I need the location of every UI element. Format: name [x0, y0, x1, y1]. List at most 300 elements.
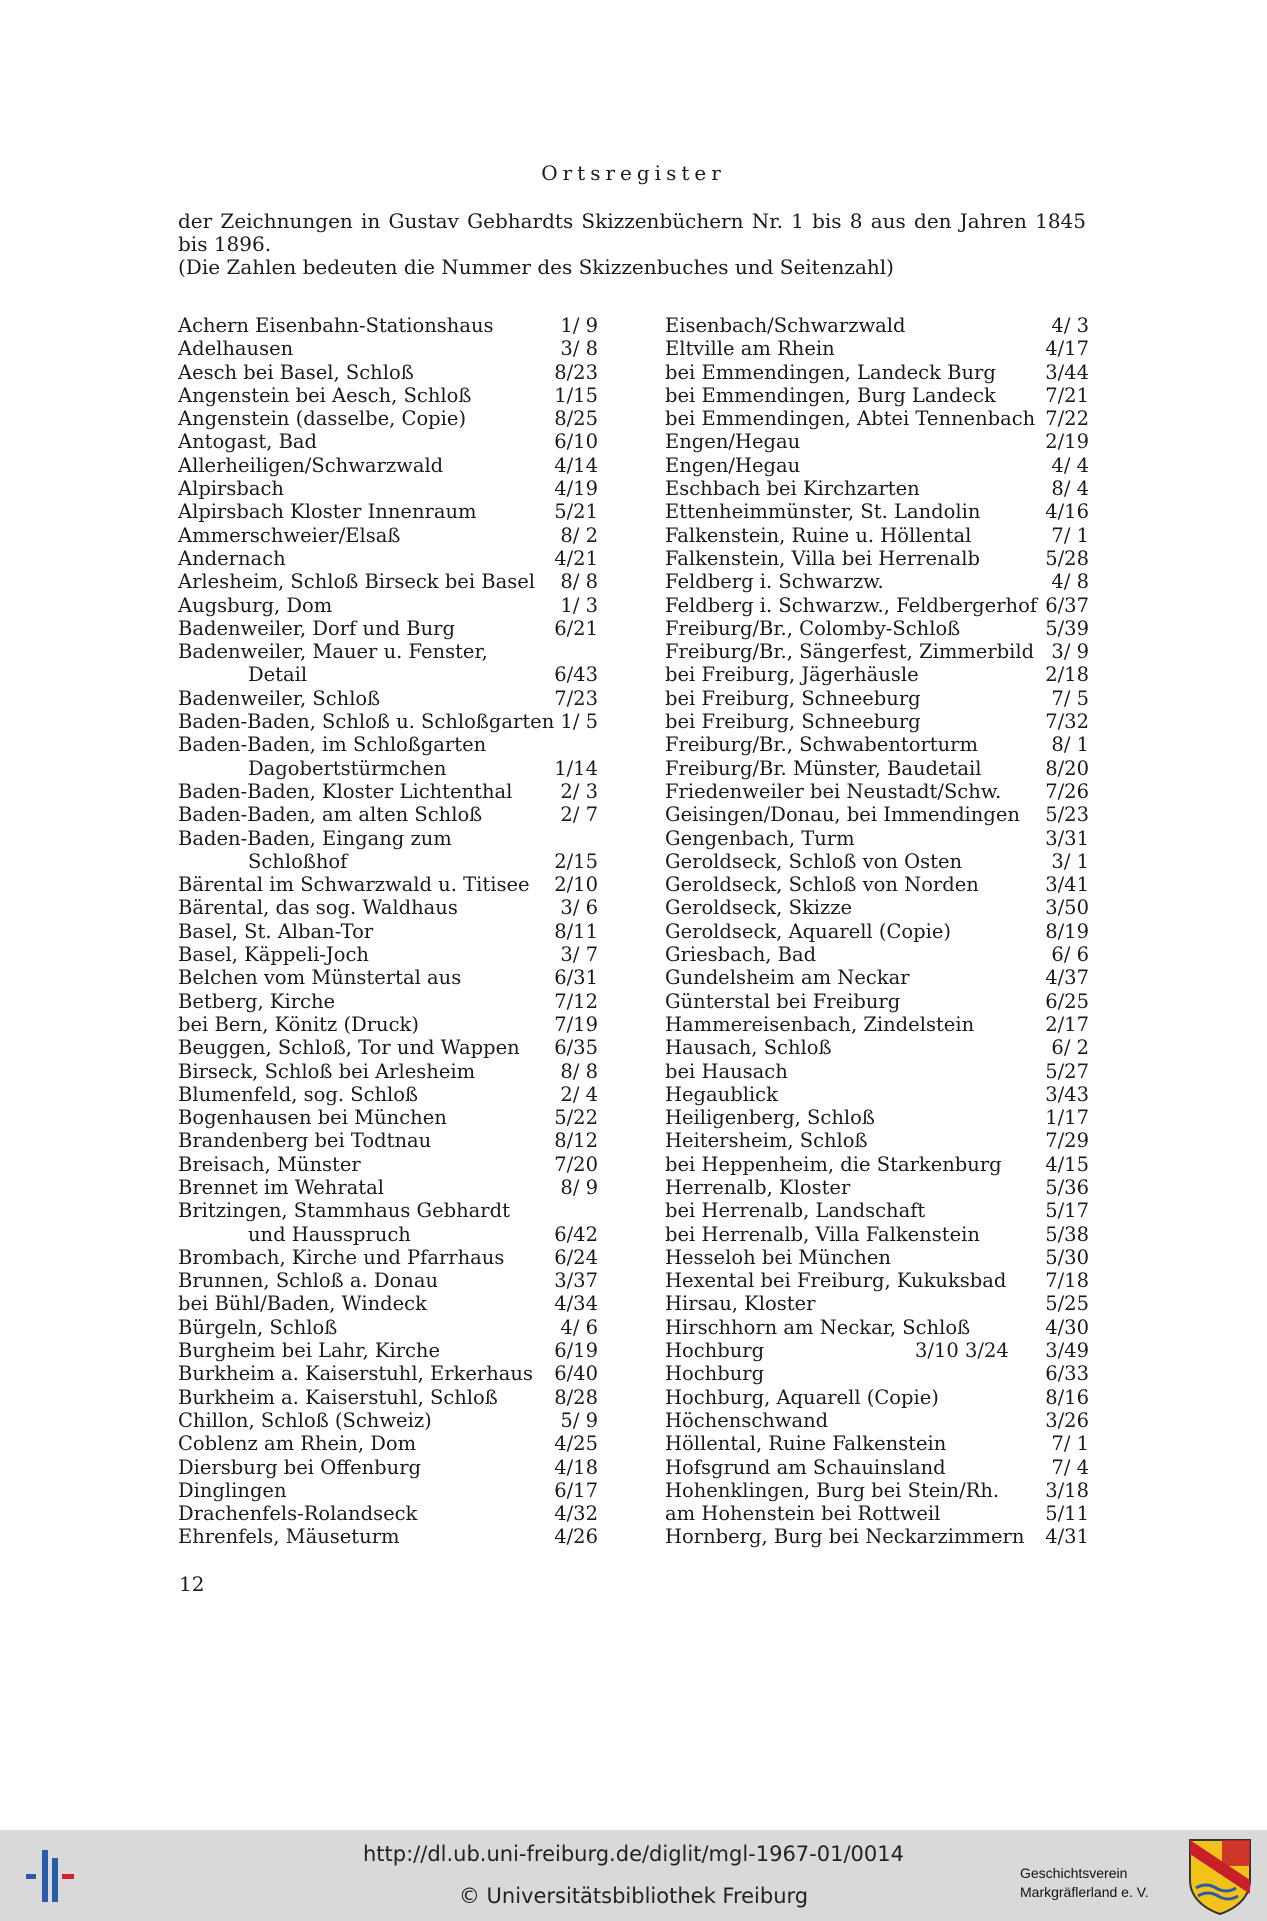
sketchbook-reference: 7/26	[1045, 779, 1089, 803]
place-name: bei Hausach	[665, 1059, 788, 1083]
sketchbook-reference: 5/38	[1045, 1222, 1089, 1246]
register-entry	[665, 1339, 1089, 1362]
place-name: Geroldseck, Schloß von Norden	[665, 873, 979, 897]
place-name: und Hausspruch	[248, 1222, 411, 1246]
register-entry	[178, 1013, 598, 1036]
place-name: Hochburg	[665, 1339, 765, 1363]
place-name: Britzingen, Stammhaus Gebhardt	[178, 1199, 510, 1223]
place-name: Badenweiler, Dorf und Burg	[178, 616, 455, 640]
sketchbook-reference: 4/37	[1045, 966, 1089, 990]
sketchbook-reference: 3/31	[1045, 826, 1089, 850]
sketchbook-reference: 7/32	[1045, 710, 1089, 734]
place-name: Alpirsbach	[178, 477, 284, 501]
place-name: bei Emmendingen, Burg Landeck	[665, 383, 996, 407]
society-line: Geschichtsverein	[1020, 1865, 1128, 1881]
register-entry	[665, 1199, 1089, 1222]
place-name: Burkheim a. Kaiserstuhl, Erkerhaus	[178, 1362, 533, 1386]
register-entry	[665, 920, 1089, 943]
sketchbook-reference: 5/11	[1045, 1502, 1089, 1526]
sketchbook-reference: 5/28	[1045, 546, 1089, 570]
place-name: Achern Eisenbahn-Stationshaus	[178, 314, 494, 337]
register-entry	[178, 850, 598, 873]
sketchbook-reference: 2/ 4	[560, 1082, 598, 1106]
sketchbook-reference: 6/43	[554, 663, 598, 687]
sketchbook-reference: 7/ 5	[1051, 686, 1089, 710]
sketchbook-reference: 3/ 1	[1051, 849, 1089, 873]
place-name: Geroldseck, Schloß von Osten	[665, 849, 963, 873]
place-name: Badenweiler, Schloß	[178, 686, 381, 710]
register-entry	[665, 1269, 1089, 1292]
sketchbook-reference: 6/40	[554, 1362, 598, 1386]
intro-note: (Die Zahlen bedeuten die Nummer des Skizzenbuches und Seitenzahl)	[178, 255, 894, 279]
sketchbook-reference: 8/ 1	[1051, 733, 1089, 757]
sketchbook-reference: 7/22	[1045, 407, 1089, 431]
sketchbook-reference: 3/44	[1045, 360, 1089, 384]
place-name: Eschbach bei Kirchzarten	[665, 477, 920, 501]
register-entry	[178, 1502, 598, 1525]
society-line: Markgräflerland e. V.	[1020, 1884, 1149, 1900]
place-name: Hofsgrund am Schauinsland	[665, 1455, 946, 1479]
place-name: Gengenbach, Turm	[665, 826, 855, 850]
register-entry	[178, 873, 598, 896]
register-entry	[178, 1246, 598, 1269]
place-name: Arlesheim, Schloß Birseck bei Basel	[178, 570, 536, 594]
register-entry	[665, 500, 1089, 523]
register-entry	[178, 547, 598, 570]
register-entry	[665, 524, 1089, 547]
place-name: am Hohenstein bei Rottweil	[665, 1502, 941, 1526]
sketchbook-reference: 3/26	[1045, 1408, 1089, 1432]
place-name: Gundelsheim am Neckar	[665, 966, 910, 990]
register-entry	[178, 1292, 598, 1315]
place-name: bei Bern, Könitz (Druck)	[178, 1012, 419, 1036]
sketchbook-reference: 2/ 3	[560, 779, 598, 803]
sketchbook-reference: 4/ 4	[1051, 453, 1089, 477]
place-name: Brombach, Kirche und Pfarrhaus	[178, 1245, 505, 1269]
sketchbook-reference: 6/25	[1045, 989, 1089, 1013]
sketchbook-reference: 4/34	[554, 1292, 598, 1316]
register-entry	[178, 990, 598, 1013]
sketchbook-reference: 5/27	[1045, 1059, 1089, 1083]
sketchbook-reference: 8/28	[554, 1385, 598, 1409]
place-name: Drachenfels-Rolandseck	[178, 1502, 418, 1526]
place-name: Heiligenberg, Schloß	[665, 1106, 875, 1130]
page-number: 12	[179, 1572, 205, 1596]
place-name: bei Bühl/Baden, Windeck	[178, 1292, 427, 1316]
place-name: Belchen vom Münstertal aus	[178, 966, 462, 990]
register-entry	[665, 337, 1089, 360]
sketchbook-reference: 2/15	[554, 849, 598, 873]
sketchbook-reference: 2/18	[1045, 663, 1089, 687]
place-name: Blumenfeld, sog. Schloß	[178, 1082, 419, 1106]
register-entry	[665, 477, 1089, 500]
register-entry	[665, 663, 1089, 686]
society-name	[1020, 1864, 1149, 1902]
sketchbook-reference: 3/41	[1045, 873, 1089, 897]
sketchbook-reference: 2/17	[1045, 1012, 1089, 1036]
place-name: Engen/Hegau	[665, 430, 801, 454]
place-name: Alpirsbach Kloster Innenraum	[178, 500, 477, 524]
register-entry	[178, 943, 598, 966]
sketchbook-reference: 3/ 6	[560, 896, 598, 920]
sketchbook-reference: 4/18	[554, 1455, 598, 1479]
sketchbook-reference: 8/ 2	[560, 523, 598, 547]
register-entry	[665, 803, 1089, 826]
place-name: Birseck, Schloß bei Arlesheim	[178, 1059, 476, 1083]
register-entry	[665, 1479, 1089, 1502]
place-name: Bärental, das sog. Waldhaus	[178, 896, 458, 920]
sketchbook-reference: 6/42	[554, 1222, 598, 1246]
register-entry	[178, 430, 598, 453]
place-name: Angenstein bei Aesch, Schloß	[178, 383, 472, 407]
place-name: Dinglingen	[178, 1478, 287, 1502]
place-name: Brennet im Wehratal	[178, 1175, 385, 1199]
sketchbook-reference: 4/31	[1045, 1525, 1089, 1549]
register-entry	[665, 407, 1089, 430]
place-name: Ettenheimmünster, St. Landolin	[665, 500, 981, 524]
place-name: Andernach	[178, 546, 286, 570]
sketchbook-reference: 3/ 7	[560, 943, 598, 967]
place-name: bei Freiburg, Jägerhäusle	[665, 663, 919, 687]
place-name: Aesch bei Basel, Schloß	[178, 360, 414, 384]
sketchbook-reference: 1/15	[554, 383, 598, 407]
place-name: Hexental bei Freiburg, Kukuksbad	[665, 1269, 1007, 1293]
sketchbook-reference: 3/50	[1045, 896, 1089, 920]
register-entry	[665, 1456, 1089, 1479]
register-entry	[178, 687, 598, 710]
sketchbook-reference: 7/ 4	[1051, 1455, 1089, 1479]
sketchbook-reference: 5/17	[1045, 1199, 1089, 1223]
sketchbook-reference: 1/17	[1045, 1106, 1089, 1130]
place-name: Baden-Baden, im Schloßgarten	[178, 733, 487, 757]
sketchbook-reference: 4/30	[1045, 1315, 1089, 1339]
copyright-notice: © Universitätsbibliothek Freiburg	[458, 1884, 809, 1908]
place-name: Detail	[248, 663, 308, 687]
intro-text	[178, 210, 1086, 279]
document-url-link[interactable]: http://dl.ub.uni-freiburg.de/diglit/mgl-1967-01/0014	[362, 1842, 904, 1866]
register-entry	[178, 1479, 598, 1502]
place-name: Heitersheim, Schloß	[665, 1129, 868, 1153]
register-entry	[178, 570, 598, 593]
sketchbook-reference: 3/37	[554, 1269, 598, 1293]
register-entry	[665, 873, 1089, 896]
register-entry	[178, 827, 598, 850]
register-entry	[178, 594, 598, 617]
place-name: Geroldseck, Aquarell (Copie)	[665, 919, 951, 943]
sketchbook-reference: 8/23	[554, 360, 598, 384]
sketchbook-reference: 2/ 7	[560, 803, 598, 827]
place-name: Hesseloh bei München	[665, 1245, 891, 1269]
register-entry	[178, 896, 598, 919]
register-entry	[665, 1153, 1089, 1176]
place-name: Augsburg, Dom	[178, 593, 333, 617]
sketchbook-reference: 4/21	[554, 546, 598, 570]
place-name: Griesbach, Bad	[665, 943, 817, 967]
place-name: Burgheim bei Lahr, Kirche	[178, 1339, 441, 1363]
sketchbook-reference: 8/12	[554, 1129, 598, 1153]
place-name: Baden-Baden, Schloß u. Schloßgarten	[178, 710, 555, 734]
register-entry	[178, 1223, 598, 1246]
place-name: Baden-Baden, am alten Schloß	[178, 803, 483, 827]
register-entry	[665, 1106, 1089, 1129]
register-entry	[665, 1129, 1089, 1152]
register-entry	[665, 314, 1089, 337]
place-name: Antogast, Bad	[178, 430, 318, 454]
register-entry	[178, 454, 598, 477]
register-entry	[665, 384, 1089, 407]
sketchbook-reference: 7/29	[1045, 1129, 1089, 1153]
place-name: Falkenstein, Villa bei Herrenalb	[665, 546, 980, 570]
sketchbook-reference: 5/21	[554, 500, 598, 524]
register-entry	[178, 1409, 598, 1432]
register-entry	[178, 361, 598, 384]
sketchbook-reference: 6/21	[554, 616, 598, 640]
register-entry	[178, 1060, 598, 1083]
sketchbook-reference: 6/35	[554, 1036, 598, 1060]
register-entry	[665, 687, 1089, 710]
sketchbook-reference: 7/ 1	[1051, 523, 1089, 547]
place-name: Geroldseck, Skizze	[665, 896, 853, 920]
register-entry	[178, 757, 598, 780]
register-entry	[178, 966, 598, 989]
place-name: Engen/Hegau	[665, 453, 801, 477]
register-entry	[178, 384, 598, 407]
place-name: bei Herrenalb, Villa Falkenstein	[665, 1222, 980, 1246]
register-entry	[665, 896, 1089, 919]
place-name: Betberg, Kirche	[178, 989, 336, 1013]
register-entry	[178, 710, 598, 733]
sketchbook-reference: 5/36	[1045, 1175, 1089, 1199]
place-name: Hochburg	[665, 1362, 765, 1386]
register-entry	[178, 1106, 598, 1129]
sketchbook-reference: 5/23	[1045, 803, 1089, 827]
place-name: Hirschhorn am Neckar, Schloß	[665, 1315, 971, 1339]
place-name: Ehrenfels, Mäuseturm	[178, 1525, 400, 1549]
register-entry	[178, 803, 598, 826]
sketchbook-reference: 6/33	[1045, 1362, 1089, 1386]
register-entry	[178, 617, 598, 640]
place-name: Bürgeln, Schloß	[178, 1315, 338, 1339]
sketchbook-reference: 4/26	[554, 1525, 598, 1549]
register-entry	[178, 920, 598, 943]
register-entry	[665, 1432, 1089, 1455]
place-name: Geisingen/Donau, bei Immendingen	[665, 803, 1020, 827]
place-name: Hirsau, Kloster	[665, 1292, 816, 1316]
place-name: bei Heppenheim, die Starkenburg	[665, 1152, 1002, 1176]
sketchbook-reference: 8/ 8	[560, 1059, 598, 1083]
register-entry	[665, 943, 1089, 966]
sketchbook-reference: 4/15	[1045, 1152, 1089, 1176]
register-entry	[665, 733, 1089, 756]
register-entry	[178, 1525, 598, 1548]
register-entry	[665, 570, 1089, 593]
sketchbook-reference: 7/18	[1045, 1269, 1089, 1293]
place-name: Höllental, Ruine Falkenstein	[665, 1432, 947, 1456]
register-entry	[665, 1060, 1089, 1083]
place-name: Brandenberg bei Todtnau	[178, 1129, 432, 1153]
sketchbook-reference: 5/30	[1045, 1245, 1089, 1269]
place-name: Diersburg bei Offenburg	[178, 1455, 422, 1479]
sketchbook-reference: 1/ 9	[560, 314, 598, 337]
place-name: Basel, St. Alban-Tor	[178, 919, 374, 943]
register-entry	[665, 966, 1089, 989]
register-entry	[178, 407, 598, 430]
register-entry	[178, 733, 598, 756]
register-entry	[178, 1129, 598, 1152]
place-name: Baden-Baden, Eingang zum	[178, 826, 452, 850]
sketchbook-reference: 1/ 3	[560, 593, 598, 617]
place-name: Allerheiligen/Schwarzwald	[178, 453, 444, 477]
place-name: Ammerschweier/Elsaß	[178, 523, 401, 547]
register-entry	[665, 1246, 1089, 1269]
place-name: Baden-Baden, Kloster Lichtenthal	[178, 779, 513, 803]
sketchbook-reference: 4/17	[1045, 337, 1089, 361]
sketchbook-reference: 6/31	[554, 966, 598, 990]
register-entry	[665, 1362, 1089, 1385]
register-entry	[178, 1036, 598, 1059]
sketchbook-reference: 8/ 4	[1051, 477, 1089, 501]
place-name: Hammereisenbach, Zindelstein	[665, 1012, 975, 1036]
sketchbook-reference: 7/19	[554, 1012, 598, 1036]
place-name: Freiburg/Br., Sängerfest, Zimmerbild	[665, 640, 1035, 664]
register-entry	[178, 500, 598, 523]
register-entry	[665, 1223, 1089, 1246]
sketchbook-reference: 8/19	[1045, 919, 1089, 943]
place-name: Höchenschwand	[665, 1408, 829, 1432]
register-entry	[178, 1456, 598, 1479]
sketchbook-reference: 3/49	[1045, 1339, 1089, 1363]
sketchbook-reference: 4/25	[554, 1432, 598, 1456]
sketchbook-reference: 5/22	[554, 1106, 598, 1130]
register-entry	[665, 1409, 1089, 1432]
page-title: Ortsregister	[541, 161, 726, 185]
place-name: bei Herrenalb, Landschaft	[665, 1199, 926, 1223]
sketchbook-reference: 8/ 9	[560, 1175, 598, 1199]
register-entry	[178, 477, 598, 500]
register-right-column	[665, 314, 1089, 1549]
register-entry	[665, 640, 1089, 663]
sketchbook-reference: 5/39	[1045, 616, 1089, 640]
register-entry	[665, 710, 1089, 733]
register-entry	[178, 1176, 598, 1199]
place-name: Freiburg/Br., Colomby-Schloß	[665, 616, 961, 640]
register-entry	[178, 1269, 598, 1292]
place-name: Beuggen, Schloß, Tor und Wappen	[178, 1036, 520, 1060]
place-name: Chillon, Schloß (Schweiz)	[178, 1408, 432, 1432]
sketchbook-reference: 6/ 6	[1051, 943, 1089, 967]
additional-reference: 3/10 3/24	[915, 1339, 1009, 1363]
sketchbook-reference: 5/ 9	[560, 1408, 598, 1432]
register-entry	[665, 1525, 1089, 1548]
register-entry	[178, 1386, 598, 1409]
register-entry	[665, 361, 1089, 384]
register-entry	[178, 524, 598, 547]
place-name: bei Emmendingen, Abtei Tennenbach	[665, 407, 1036, 431]
register-entry	[178, 663, 598, 686]
sketchbook-reference: 4/ 8	[1051, 570, 1089, 594]
register-entry	[178, 1339, 598, 1362]
place-name: Bärental im Schwarzwald u. Titisee	[178, 873, 530, 897]
sketchbook-reference: 4/19	[554, 477, 598, 501]
sketchbook-reference: 8/16	[1045, 1385, 1089, 1409]
sketchbook-reference: 1/14	[554, 756, 598, 780]
register-entry	[665, 594, 1089, 617]
sketchbook-reference: 6/17	[554, 1478, 598, 1502]
sketchbook-reference: 8/20	[1045, 756, 1089, 780]
place-name: Hornberg, Burg bei Neckarzimmern	[665, 1525, 1025, 1549]
sketchbook-reference: 8/ 8	[560, 570, 598, 594]
register-entry	[665, 430, 1089, 453]
sketchbook-reference: 4/14	[554, 453, 598, 477]
register-entry	[665, 990, 1089, 1013]
place-name: Freiburg/Br. Münster, Baudetail	[665, 756, 982, 780]
place-name: Herrenalb, Kloster	[665, 1175, 851, 1199]
sketchbook-reference: 5/25	[1045, 1292, 1089, 1316]
intro-line: der Zeichnungen in Gustav Gebhardts Skizzenbüchern Nr. 1 bis 8 aus den Jahren 1845 bis 1896.	[178, 209, 1086, 256]
sketchbook-reference: 6/10	[554, 430, 598, 454]
place-name: Freiburg/Br., Schwabentorturm	[665, 733, 978, 757]
sketchbook-reference: 2/10	[554, 873, 598, 897]
register-entry	[665, 1292, 1089, 1315]
register-entry	[665, 1386, 1089, 1409]
sketchbook-reference: 1/ 5	[560, 710, 598, 734]
place-name: Hausach, Schloß	[665, 1036, 832, 1060]
register-entry	[178, 337, 598, 360]
register-left-column	[178, 314, 598, 1549]
sketchbook-reference: 6/19	[554, 1339, 598, 1363]
register-entry	[178, 1432, 598, 1455]
register-entry	[665, 454, 1089, 477]
sketchbook-reference: 7/ 1	[1051, 1432, 1089, 1456]
place-name: Burkheim a. Kaiserstuhl, Schloß	[178, 1385, 498, 1409]
register-entry	[178, 1153, 598, 1176]
sketchbook-reference: 4/ 6	[560, 1315, 598, 1339]
sketchbook-reference: 7/20	[554, 1152, 598, 1176]
register-entry	[178, 640, 598, 663]
sketchbook-reference: 8/11	[554, 919, 598, 943]
place-name: Angenstein (dasselbe, Copie)	[178, 407, 467, 431]
sketchbook-reference: 8/25	[554, 407, 598, 431]
place-name: Friedenweiler bei Neustadt/Schw.	[665, 779, 1002, 803]
place-name: Basel, Käppeli-Joch	[178, 943, 369, 967]
sketchbook-reference: 6/37	[1045, 593, 1089, 617]
place-name: Feldberg i. Schwarzw., Feldbergerhof	[665, 593, 1038, 617]
sketchbook-reference: 3/ 9	[1051, 640, 1089, 664]
register-entry	[665, 547, 1089, 570]
register-entry	[178, 1316, 598, 1339]
sketchbook-reference: 4/ 3	[1051, 314, 1089, 337]
place-name: Breisach, Münster	[178, 1152, 361, 1176]
place-name: bei Freiburg, Schneeburg	[665, 710, 921, 734]
sketchbook-reference: 6/24	[554, 1245, 598, 1269]
place-name: Adelhausen	[178, 337, 294, 361]
sketchbook-reference: 7/12	[554, 989, 598, 1013]
register-entry	[665, 827, 1089, 850]
place-name: Bogenhausen bei München	[178, 1106, 447, 1130]
sketchbook-reference: 3/18	[1045, 1478, 1089, 1502]
place-name: Badenweiler, Mauer u. Fenster,	[178, 640, 488, 664]
place-name: Brunnen, Schloß a. Donau	[178, 1269, 439, 1293]
sketchbook-reference: 6/ 2	[1051, 1036, 1089, 1060]
register-entry	[178, 314, 598, 337]
place-name: Coblenz am Rhein, Dom	[178, 1432, 417, 1456]
sketchbook-reference: 3/43	[1045, 1082, 1089, 1106]
place-name: Hohenklingen, Burg bei Stein/Rh.	[665, 1478, 1000, 1502]
sketchbook-reference: 2/19	[1045, 430, 1089, 454]
place-name: Schloßhof	[248, 849, 348, 873]
register-entry	[665, 1036, 1089, 1059]
coat-of-arms-icon	[1186, 1836, 1254, 1916]
